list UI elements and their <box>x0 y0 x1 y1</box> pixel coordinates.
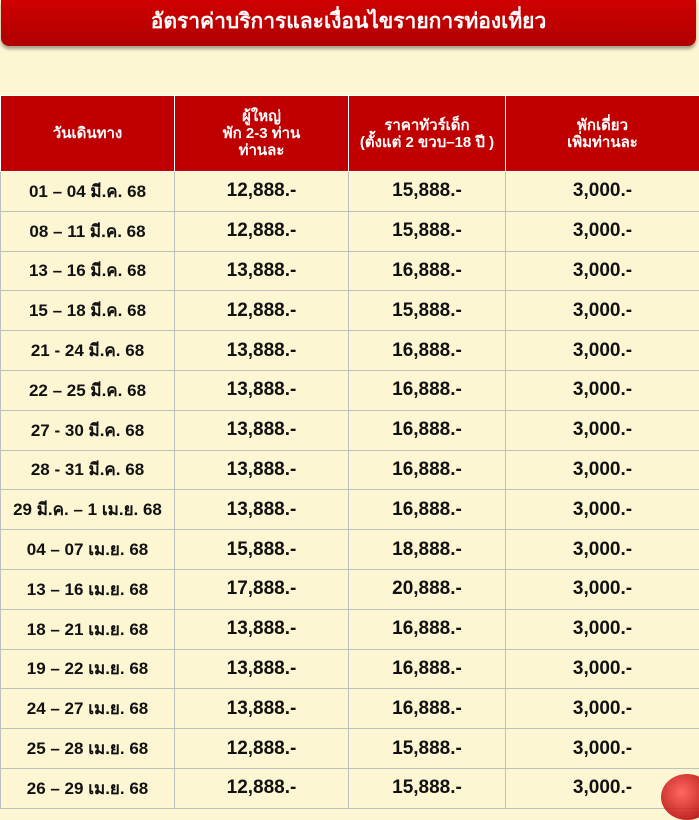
child-price-cell: 16,888.- <box>349 370 506 410</box>
adult-price-cell: 13,888.- <box>175 331 349 371</box>
date-cell: 27 - 30 มี.ค. 68 <box>1 410 175 450</box>
adult-price-cell: 12,888.- <box>175 768 349 808</box>
child-price-cell: 15,888.- <box>349 211 506 251</box>
table-header-row <box>1 96 699 172</box>
single-supplement-cell: 3,000.- <box>506 768 699 808</box>
adult-price-cell: 13,888.- <box>175 490 349 530</box>
header-adult-line3: ท่านละ <box>179 142 344 159</box>
single-supplement-cell: 3,000.- <box>506 609 699 649</box>
child-price-cell: 15,888.- <box>349 172 506 212</box>
table-row <box>1 689 699 729</box>
adult-price-cell: 13,888.- <box>175 450 349 490</box>
single-supplement-cell: 3,000.- <box>506 490 699 530</box>
header-single-line2: เพิ่มท่านละ <box>510 134 695 151</box>
table-row <box>1 530 699 570</box>
table-row <box>1 490 699 530</box>
single-supplement-cell: 3,000.- <box>506 331 699 371</box>
adult-price-cell: 12,888.- <box>175 211 349 251</box>
date-cell: 28 - 31 มี.ค. 68 <box>1 450 175 490</box>
child-price-cell: 18,888.- <box>349 530 506 570</box>
decorative-ornament <box>661 774 699 820</box>
single-supplement-cell: 3,000.- <box>506 530 699 570</box>
date-cell: 15 – 18 มี.ค. 68 <box>1 291 175 331</box>
single-supplement-cell: 3,000.- <box>506 450 699 490</box>
child-price-cell: 16,888.- <box>349 689 506 729</box>
single-supplement-cell: 3,000.- <box>506 410 699 450</box>
single-supplement-cell: 3,000.- <box>506 211 699 251</box>
date-cell: 24 – 27 เม.ย. 68 <box>1 689 175 729</box>
adult-price-cell: 12,888.- <box>175 291 349 331</box>
table-row <box>1 251 699 291</box>
table-row <box>1 569 699 609</box>
single-supplement-cell: 3,000.- <box>506 569 699 609</box>
child-price-cell: 15,888.- <box>349 768 506 808</box>
child-price-cell: 16,888.- <box>349 609 506 649</box>
child-price-cell: 20,888.- <box>349 569 506 609</box>
header-date-label: วันเดินทาง <box>53 125 122 142</box>
child-price-cell: 16,888.- <box>349 450 506 490</box>
adult-price-cell: 13,888.- <box>175 370 349 410</box>
child-price-cell: 16,888.- <box>349 649 506 689</box>
date-cell: 18 – 21 เม.ย. 68 <box>1 609 175 649</box>
date-cell: 25 – 28 เม.ย. 68 <box>1 729 175 769</box>
child-price-cell: 16,888.- <box>349 490 506 530</box>
table-row <box>1 768 699 808</box>
adult-price-cell: 13,888.- <box>175 410 349 450</box>
page-title: อัตราค่าบริการและเงื่อนไขรายการท่องเที่ยว <box>1 0 696 46</box>
table-body <box>1 172 699 809</box>
date-cell: 13 – 16 เม.ย. 68 <box>1 569 175 609</box>
single-supplement-cell: 3,000.- <box>506 370 699 410</box>
adult-price-cell: 12,888.- <box>175 172 349 212</box>
table-row <box>1 211 699 251</box>
table-row <box>1 729 699 769</box>
header-child <box>349 96 506 172</box>
adult-price-cell: 13,888.- <box>175 689 349 729</box>
single-supplement-cell: 3,000.- <box>506 291 699 331</box>
header-child-line1: ราคาทัวร์เด็ก <box>353 117 501 134</box>
date-cell: 26 – 29 เม.ย. 68 <box>1 768 175 808</box>
date-cell: 08 – 11 มี.ค. 68 <box>1 211 175 251</box>
single-supplement-cell: 3,000.- <box>506 689 699 729</box>
child-price-cell: 16,888.- <box>349 410 506 450</box>
adult-price-cell: 13,888.- <box>175 251 349 291</box>
adult-price-cell: 13,888.- <box>175 609 349 649</box>
table-row <box>1 450 699 490</box>
header-adult <box>175 96 349 172</box>
single-supplement-cell: 3,000.- <box>506 729 699 769</box>
header-date <box>1 96 175 172</box>
adult-price-cell: 17,888.- <box>175 569 349 609</box>
spacer <box>0 52 699 95</box>
header-adult-line2: พัก 2-3 ท่าน <box>179 125 344 142</box>
header-child-line2: (ตั้งแต่ 2 ขวบ–18 ปี ) <box>353 134 501 151</box>
table-row <box>1 331 699 371</box>
child-price-cell: 16,888.- <box>349 251 506 291</box>
table-row <box>1 609 699 649</box>
table-row <box>1 370 699 410</box>
table-row <box>1 291 699 331</box>
table-row <box>1 410 699 450</box>
child-price-cell: 15,888.- <box>349 291 506 331</box>
adult-price-cell: 12,888.- <box>175 729 349 769</box>
table-row <box>1 172 699 212</box>
child-price-cell: 16,888.- <box>349 331 506 371</box>
date-cell: 04 – 07 เม.ย. 68 <box>1 530 175 570</box>
date-cell: 19 – 22 เม.ย. 68 <box>1 649 175 689</box>
date-cell: 13 – 16 มี.ค. 68 <box>1 251 175 291</box>
single-supplement-cell: 3,000.- <box>506 251 699 291</box>
date-cell: 01 – 04 มี.ค. 68 <box>1 172 175 212</box>
date-cell: 22 – 25 มี.ค. 68 <box>1 370 175 410</box>
table-row <box>1 649 699 689</box>
single-supplement-cell: 3,000.- <box>506 172 699 212</box>
header-adult-line1: ผู้ใหญ่ <box>179 108 344 125</box>
date-cell: 21 - 24 มี.ค. 68 <box>1 331 175 371</box>
single-supplement-cell: 3,000.- <box>506 649 699 689</box>
price-table <box>0 95 699 809</box>
date-cell: 29 มี.ค. – 1 เม.ย. 68 <box>1 490 175 530</box>
adult-price-cell: 15,888.- <box>175 530 349 570</box>
header-single <box>506 96 699 172</box>
adult-price-cell: 13,888.- <box>175 649 349 689</box>
header-single-line1: พักเดี่ยว <box>510 117 695 134</box>
child-price-cell: 15,888.- <box>349 729 506 769</box>
